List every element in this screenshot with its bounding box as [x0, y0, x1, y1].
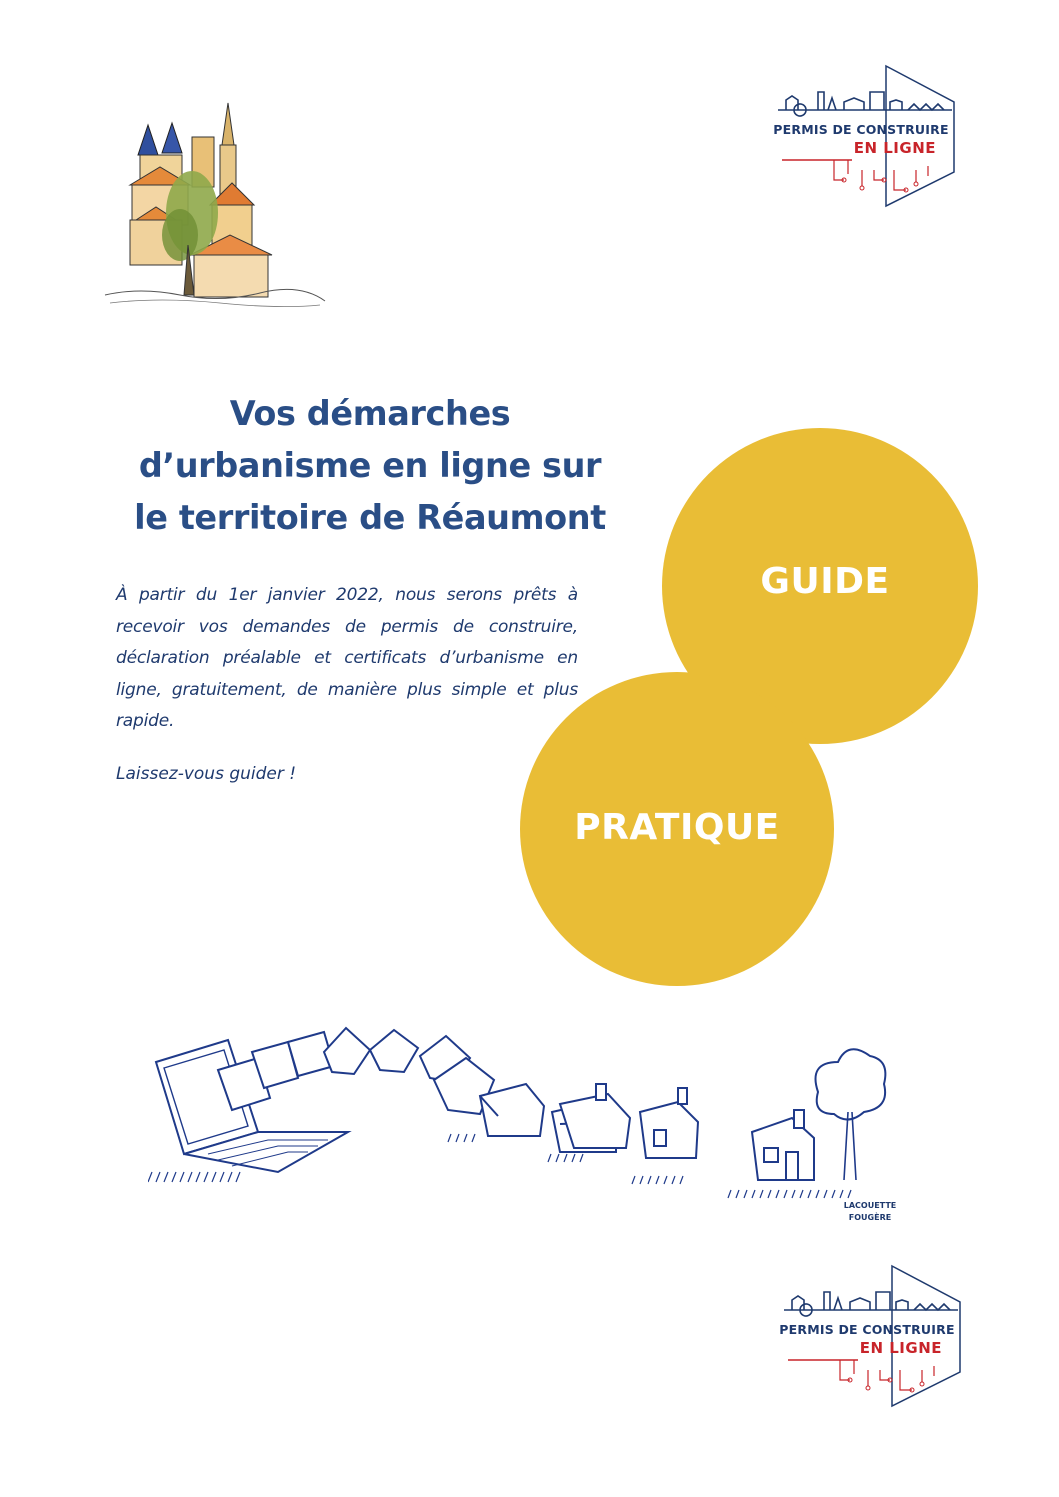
logo-line1: PERMIS DE CONSTRUIRE: [773, 122, 949, 137]
title-line1: Vos démarches: [229, 394, 511, 433]
guide-label: GUIDE: [760, 560, 890, 602]
laptop-houses-illustration: [148, 1022, 896, 1238]
logo-line2: EN LIGNE: [859, 1339, 942, 1357]
illustrator-signature: [840, 1200, 900, 1224]
title-line2: d’urbanisme en ligne sur: [138, 446, 602, 485]
title-line3: le territoire de Réaumont: [134, 498, 606, 537]
village-illustration: [100, 95, 330, 320]
signature-line2: FOUGÈRE: [848, 1213, 892, 1222]
permis-en-ligne-logo-top: [766, 62, 956, 212]
logo-line2: EN LIGNE: [853, 139, 936, 157]
signature-line1: LACOUETTE: [843, 1201, 897, 1210]
pratique-circle: [520, 672, 834, 986]
intro-paragraph: À partir du 1er janvier 2022, nous serons prêts à recevoir vos demandes de permis de construire, déclaration préalable et certificats d’urbanisme en ligne, gratuitement, de manière plus simple et plus rapide.: [116, 585, 578, 731]
permis-en-ligne-logo-bottom: [772, 1262, 962, 1412]
pratique-label: PRATIQUE: [574, 806, 780, 848]
cta-text: Laissez-vous guider !: [116, 764, 297, 784]
page-title: [100, 388, 640, 544]
logo-line1: PERMIS DE CONSTRUIRE: [779, 1322, 955, 1337]
